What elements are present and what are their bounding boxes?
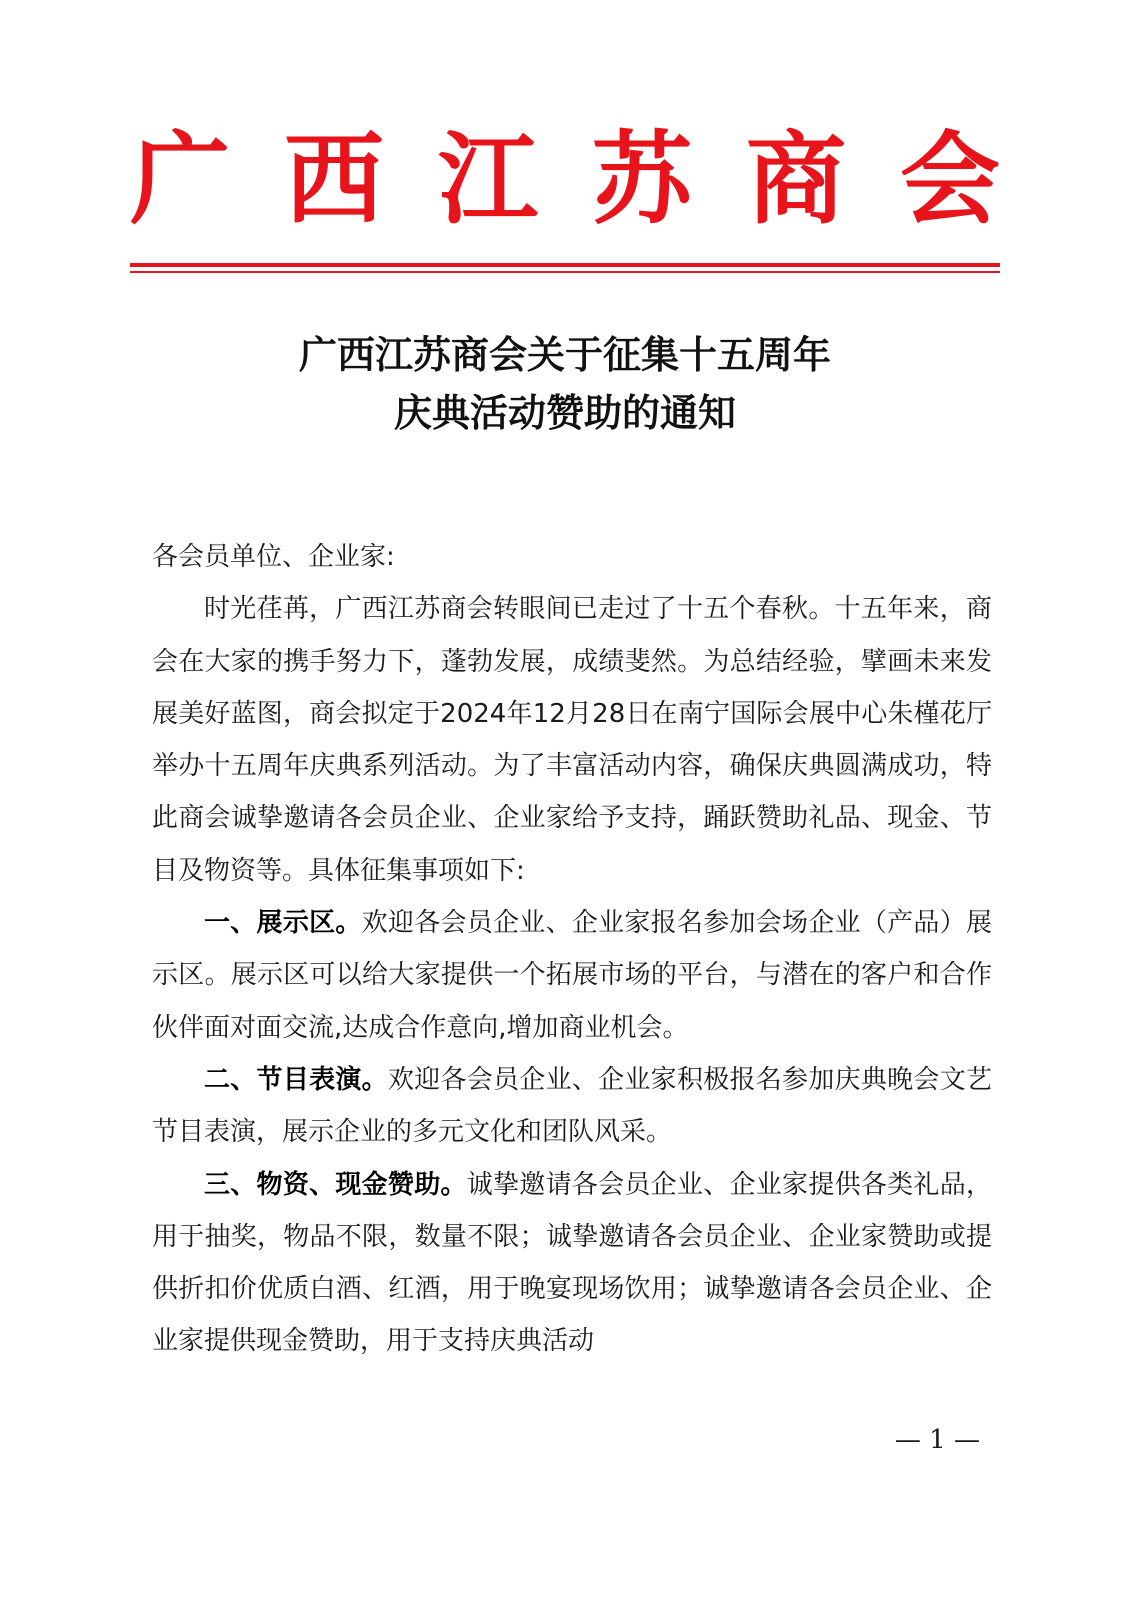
document-title-line: 庆典活动赞助的通知	[393, 390, 736, 435]
document-body	[152, 531, 992, 1368]
page-number: — 1 —	[894, 1425, 980, 1455]
masthead-divider-thick	[130, 263, 1000, 267]
document-title	[130, 326, 1000, 442]
masthead-char: 商	[746, 121, 846, 238]
intro-paragraph: 时光荏苒，广西江苏商会转眼间已走过了十五个春秋。十五年来，商会在大家的携手努力下，蓬勃发展，成绩斐然。为总结经验，擘画未来发展美好蓝图，商会拟定于2024年12月28日在南宁国际会展中心朱槿花厅举办十五周年庆典系列活动。为了丰富活动内容，确保庆典圆满成功，特此商会诚挚邀请各会员企业、企业家给予支持，踊跃赞助礼品、现金、节目及物资等。具体征集事项如下:	[152, 594, 992, 886]
section-text: 诚挚邀请各会员企业、企业家提供各类礼品，用于抽奖，物品不限，数量不限；诚挚邀请各会员企业、企业家赞助或提供折扣价优质白酒、红酒，用于晚宴现场饮用；诚挚邀请各会员企业、企业家提供现金赞助，用于支持庆典活动	[152, 1169, 992, 1357]
document-title-line: 广西江苏商会关于征集十五周年	[298, 332, 831, 377]
section-text: 欢迎各会员企业、企业家积极报名参加庆典晚会文艺节目表演，展示企业的多元文化和团队风采。	[152, 1064, 992, 1148]
section-paragraph	[152, 1054, 992, 1159]
section-heading: 二、节目表演。	[204, 1064, 388, 1095]
masthead-char: 会	[900, 121, 1000, 238]
masthead-char: 广	[130, 121, 230, 238]
masthead	[130, 120, 1000, 240]
section-paragraph	[152, 897, 992, 1054]
masthead-char: 苏	[592, 121, 692, 238]
masthead-divider-thin	[130, 271, 1000, 273]
salutation: 各会员单位、企业家:	[152, 542, 395, 572]
section-paragraph	[152, 1159, 992, 1368]
masthead-char: 西	[284, 121, 384, 238]
section-heading: 三、物资、现金赞助。	[204, 1169, 467, 1200]
masthead-char: 江	[438, 121, 538, 238]
section-heading: 一、展示区。	[204, 908, 362, 939]
section-text: 欢迎各会员企业、企业家报名参加会场企业（产品）展示区。展示区可以给大家提供一个拓展市场的平台，与潜在的客户和合作伙伴面对面交流,达成合作意向,增加商业机会。	[152, 908, 992, 1043]
